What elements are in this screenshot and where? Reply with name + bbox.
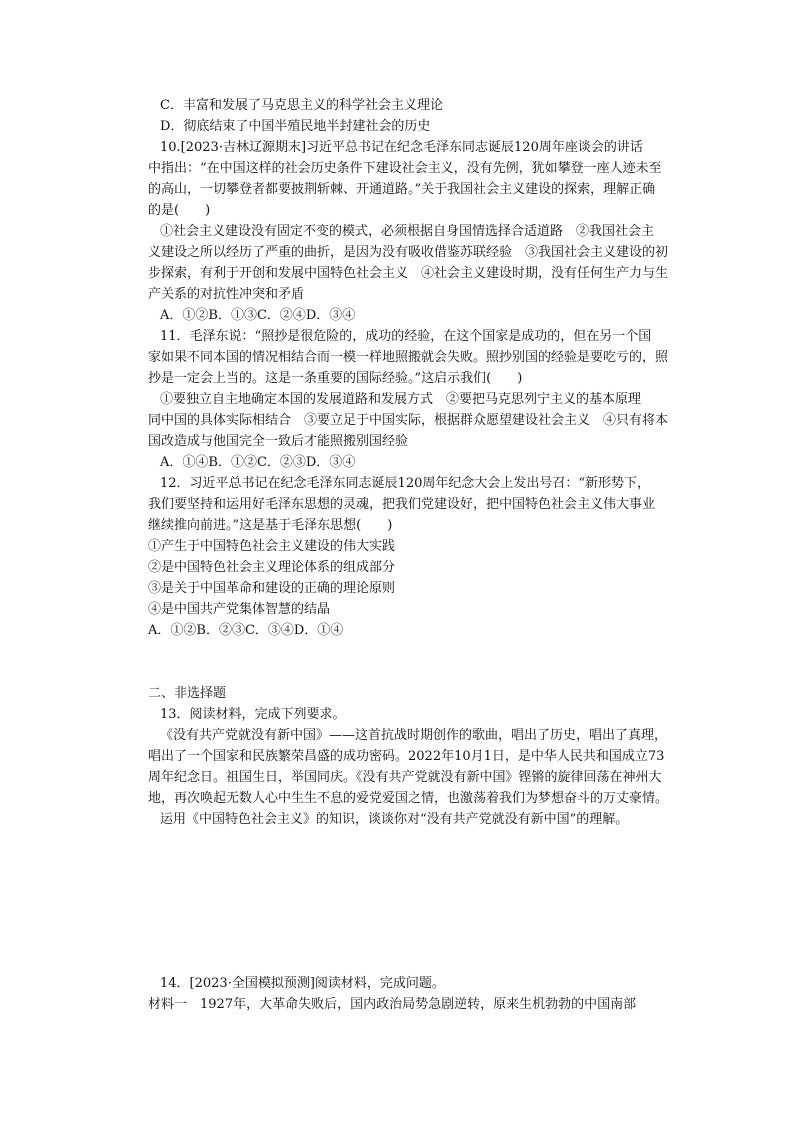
question-10-stem: 中指出：“在中国这样的社会历史条件下建设社会主义，没有先例，犹如攀登一座人迹未至: [148, 161, 662, 176]
question-14-material-1: 材料一 1927年，大革命失败后，国内政治局势急剧逆转，原来生机勃勃的中国南部: [148, 997, 637, 1012]
question-11-stem: 11．毛泽东说：“照抄是很危险的，成功的经验，在这个国家是成功的，但在另一个国: [160, 329, 652, 344]
question-10-statements: 步探索，有利于开创和发展中国特色社会主义 ④社会主义建设时期，没有任何生产力与生: [148, 266, 669, 281]
question-13-material: 《没有共产党就没有新中国》——这首抗战时期创作的歌曲，唱出了历史，唱出了真理，: [160, 728, 668, 743]
question-12-stem: 12．习近平总书记在纪念毛泽东同志诞辰120周年纪念大会上发出号召：“新形势下，: [160, 476, 651, 491]
question-11-statements: 国改造成与他国完全一致后才能照搬别国经验: [148, 434, 409, 449]
question-11-statements: ①要独立自主地确定本国的发展道路和发展方式 ②要把马克思列宁主义的基本原理: [160, 392, 642, 407]
question-10-options: A．①②B．①③C．②④D．③④: [160, 308, 356, 323]
question-10-statements: ①社会主义建设没有固定不变的模式，必须根据自身国情选择合适道路 ②我国社会主: [160, 224, 655, 239]
option-d: D．彻底结束了中国半殖民地半封建社会的历史: [160, 119, 431, 134]
question-12-stem: 我们要坚持和运用好毛泽东思想的灵魂，把我们党建设好，把中国特色社会主义伟大事业: [148, 497, 656, 512]
question-14-stem: 14．[2023·全国模拟预测]阅读材料，完成问题。: [160, 976, 445, 991]
question-12-stem: 继续推向前进。”这是基于毛泽东思想( ): [148, 518, 393, 533]
section-heading-non-choice: 二、非选择题: [148, 686, 227, 701]
question-13-material: 唱出了一个国家和民族繁荣昌盛的成功密码。2022年10月1日，是中华人民共和国成立73: [148, 749, 665, 764]
option-c: C．丰富和发展了马克思主义的科学社会主义理论: [160, 98, 443, 113]
question-13-task: 运用《中国特色社会主义》的知识，谈谈你对“没有共产党就没有新中国”的理解。: [160, 812, 629, 827]
question-13-material: 地，再次唤起无数人心中生生不息的爱党爱国之情，也激荡着我们为梦想奋斗的万丈豪情。: [148, 791, 669, 806]
question-12-statement: ①产生于中国特色社会主义建设的伟大实践: [148, 539, 396, 554]
question-11-stem: 抄是一定会上当的。这是一条重要的国际经验。”这启示我们( ): [148, 371, 523, 386]
question-13-material: 周年纪念日。祖国生日，举国同庆。《没有共产党就没有新中国》铿锵的旋律回荡在神州大: [148, 770, 662, 785]
question-10-statements: 义建设之所以经历了严重的曲折，是因为没有吸收借鉴苏联经验 ③我国社会主义建设的初: [148, 245, 669, 260]
question-10-stem: 10.[2023·吉林辽源期末]习近平总书记在纪念毛泽东同志诞辰120周年座谈会的讲话: [160, 140, 643, 155]
question-13-prompt: 13．阅读材料，完成下列要求。: [160, 707, 346, 722]
question-12-options: A．①②B．②③C．③④D．①④: [148, 623, 344, 638]
question-11-statements: 同中国的具体实际相结合 ③要立足于中国实际，根据群众愿望建设社会主义 ④只有将本: [148, 413, 669, 428]
question-10-statements: 产关系的对抗性冲突和矛盾: [148, 287, 305, 302]
question-12-statement: ③是关于中国革命和建设的正确的理论原则: [148, 581, 396, 596]
question-11-stem: 家如果不同本国的情况相结合而一模一样地照搬就会失败。照抄别国的经验是要吃亏的，照: [148, 350, 669, 365]
question-10-stem: 的高山，一切攀登者都要披荆斩棘、开通道路。”关于我国社会主义建设的探索，理解正确: [148, 182, 656, 197]
question-12-statement: ②是中国特色社会主义理论体系的组成部分: [148, 560, 396, 575]
question-12-statement: ④是中国共产党集体智慧的结晶: [148, 602, 331, 617]
question-10-stem: 的是( ): [148, 203, 211, 218]
question-11-options: A．①④B．①②C．②③D．③④: [160, 455, 356, 470]
